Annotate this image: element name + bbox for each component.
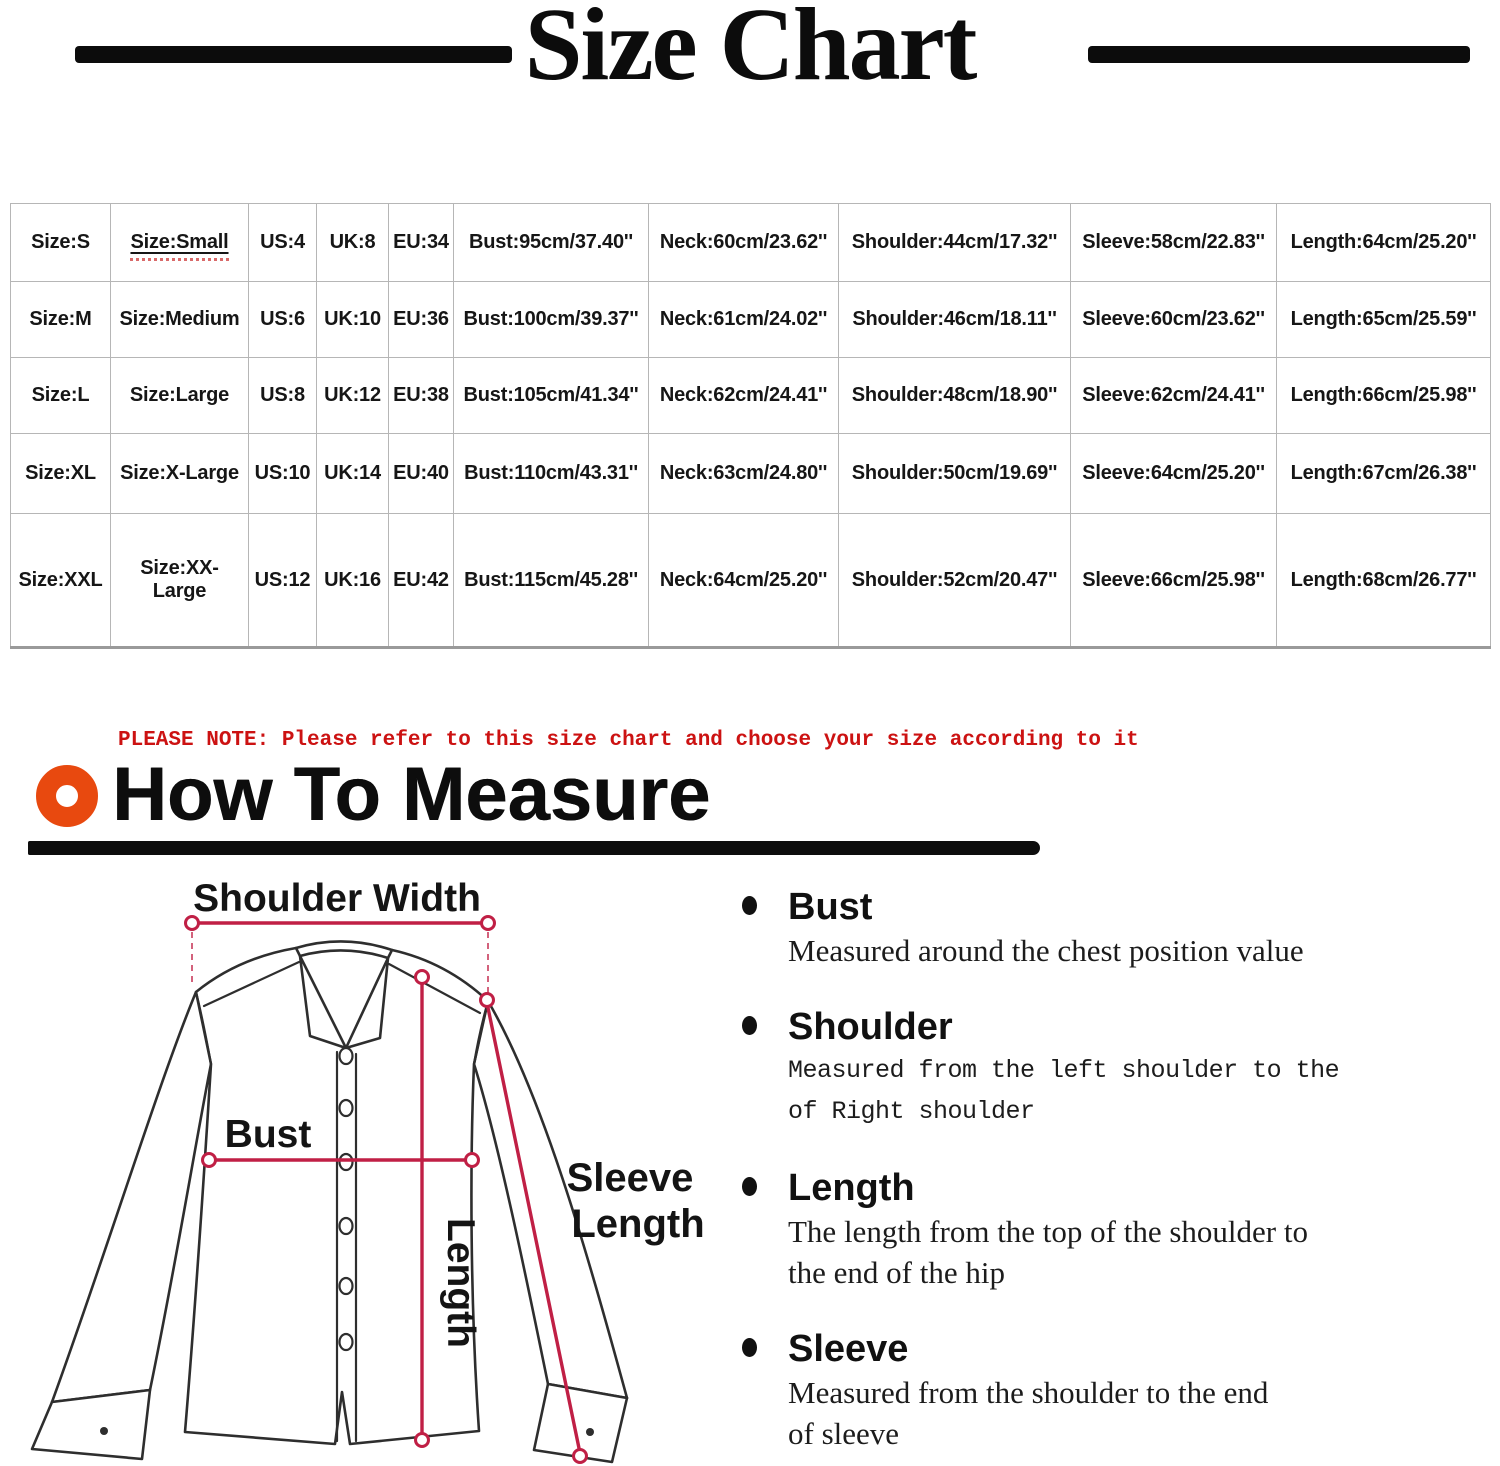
table-row bbox=[11, 434, 1491, 514]
measure-item bbox=[742, 884, 1422, 971]
size-cell: Length:64cm/25.20'' bbox=[1277, 204, 1491, 282]
size-cell: UK:10 bbox=[317, 282, 389, 358]
measure-description-line: Measured around the chest position value bbox=[788, 933, 1304, 968]
measure-description bbox=[788, 930, 1422, 971]
size-cell: UK:12 bbox=[317, 358, 389, 434]
page-title: Size Chart bbox=[524, 0, 976, 102]
measure-description-line: The length from the top of the shoulder to bbox=[788, 1214, 1308, 1249]
size-cell: Size:Large bbox=[111, 358, 249, 434]
bust-label: Bust bbox=[224, 1113, 312, 1156]
measure-term: Bust bbox=[788, 886, 873, 928]
sleeve-length-label-line2: Length bbox=[571, 1202, 705, 1246]
table-row bbox=[11, 358, 1491, 434]
size-cell: US:8 bbox=[249, 358, 317, 434]
size-cell: Bust:95cm/37.40'' bbox=[454, 204, 649, 282]
size-cell: Size:M bbox=[11, 282, 111, 358]
size-cell: EU:36 bbox=[389, 282, 454, 358]
size-cell: EU:40 bbox=[389, 434, 454, 514]
size-cell: EU:42 bbox=[389, 514, 454, 648]
length-label: Length bbox=[439, 1218, 482, 1348]
size-cell: Shoulder:46cm/18.11'' bbox=[839, 282, 1071, 358]
measure-item-head bbox=[742, 1165, 1422, 1211]
size-cell: Size:X-Large bbox=[111, 434, 249, 514]
ring-bullet-icon bbox=[36, 765, 98, 827]
measure-description bbox=[788, 1372, 1422, 1454]
measure-definition-list bbox=[742, 884, 1422, 1454]
size-cell: Neck:64cm/25.20'' bbox=[649, 514, 839, 648]
shirt-drawing bbox=[32, 941, 627, 1462]
size-cell: Length:67cm/26.38'' bbox=[1277, 434, 1491, 514]
measure-item bbox=[742, 1326, 1422, 1454]
size-cell: UK:8 bbox=[317, 204, 389, 282]
bullet-icon bbox=[742, 1338, 757, 1357]
measure-description-line: of sleeve bbox=[788, 1416, 900, 1451]
size-cell: Sleeve:66cm/25.98'' bbox=[1071, 514, 1277, 648]
shoulder-width-label: Shoulder Width bbox=[193, 877, 481, 920]
size-cell: Bust:105cm/41.34'' bbox=[454, 358, 649, 434]
please-note-text: PLEASE NOTE: Please refer to this size chart and choose your size according to it bbox=[118, 729, 1139, 752]
size-cell: Shoulder:44cm/17.32'' bbox=[839, 204, 1071, 282]
size-cell: Bust:110cm/43.31'' bbox=[454, 434, 649, 514]
table-row bbox=[11, 204, 1491, 282]
size-cell: UK:14 bbox=[317, 434, 389, 514]
size-cell: Neck:63cm/24.80'' bbox=[649, 434, 839, 514]
measure-item bbox=[742, 1165, 1422, 1293]
measure-term: Length bbox=[788, 1167, 915, 1209]
size-cell bbox=[111, 204, 249, 282]
size-table-body bbox=[11, 204, 1491, 648]
measure-description-line: Measured from the left shoulder to the bbox=[788, 1056, 1340, 1085]
size-cell: Size:XL bbox=[11, 434, 111, 514]
size-cell: US:4 bbox=[249, 204, 317, 282]
bullet-icon bbox=[742, 896, 757, 915]
size-cell: EU:34 bbox=[389, 204, 454, 282]
table-row bbox=[11, 514, 1491, 648]
how-to-measure-heading: How To Measure bbox=[112, 752, 711, 837]
measure-term: Shoulder bbox=[788, 1006, 953, 1048]
size-cell: Size:XXL bbox=[11, 514, 111, 648]
size-cell: Sleeve:60cm/23.62'' bbox=[1071, 282, 1277, 358]
size-cell: Sleeve:64cm/25.20'' bbox=[1071, 434, 1277, 514]
size-cell: Size:L bbox=[11, 358, 111, 434]
size-cell: Length:66cm/25.98'' bbox=[1277, 358, 1491, 434]
heading-underline-bar bbox=[28, 841, 1040, 855]
size-cell: US:6 bbox=[249, 282, 317, 358]
size-cell: Size:XX-Large bbox=[111, 514, 249, 648]
sleeve-length-label-line1: Sleeve bbox=[566, 1156, 694, 1200]
size-cell: Shoulder:48cm/18.90'' bbox=[839, 358, 1071, 434]
measure-description bbox=[788, 1211, 1422, 1293]
measure-item bbox=[742, 1004, 1422, 1132]
shirt-measure-diagram bbox=[0, 866, 740, 1466]
measure-item-head bbox=[742, 884, 1422, 930]
title-divider-right bbox=[1088, 46, 1470, 63]
size-cell: Sleeve:62cm/24.41'' bbox=[1071, 358, 1277, 434]
size-cell: Neck:62cm/24.41'' bbox=[649, 358, 839, 434]
bullet-icon bbox=[742, 1177, 757, 1196]
size-cell: Shoulder:52cm/20.47'' bbox=[839, 514, 1071, 648]
size-cell: US:12 bbox=[249, 514, 317, 648]
measure-description-line: Measured from the shoulder to the end bbox=[788, 1375, 1269, 1410]
size-cell: Length:65cm/25.59'' bbox=[1277, 282, 1491, 358]
measure-item-head bbox=[742, 1326, 1422, 1372]
size-cell: Size:S bbox=[11, 204, 111, 282]
bullet-icon bbox=[742, 1016, 757, 1035]
size-table bbox=[10, 203, 1491, 649]
size-cell: UK:16 bbox=[317, 514, 389, 648]
size-cell: Size:Medium bbox=[111, 282, 249, 358]
measure-description-line: the end of the hip bbox=[788, 1255, 1005, 1290]
size-cell: US:10 bbox=[249, 434, 317, 514]
size-cell: Bust:100cm/39.37'' bbox=[454, 282, 649, 358]
size-cell: Length:68cm/26.77'' bbox=[1277, 514, 1491, 648]
size-cell: Sleeve:58cm/22.83'' bbox=[1071, 204, 1277, 282]
size-small-underlined-text: Size:Small bbox=[130, 231, 229, 253]
measure-description bbox=[788, 1050, 1422, 1132]
size-cell: Neck:60cm/23.62'' bbox=[649, 204, 839, 282]
size-cell: EU:38 bbox=[389, 358, 454, 434]
measure-item-head bbox=[742, 1004, 1422, 1050]
measure-description-line: of Right shoulder bbox=[788, 1097, 1035, 1126]
size-cell: Shoulder:50cm/19.69'' bbox=[839, 434, 1071, 514]
size-cell: Bust:115cm/45.28'' bbox=[454, 514, 649, 648]
table-row bbox=[11, 282, 1491, 358]
measure-term: Sleeve bbox=[788, 1328, 909, 1370]
size-cell: Neck:61cm/24.02'' bbox=[649, 282, 839, 358]
